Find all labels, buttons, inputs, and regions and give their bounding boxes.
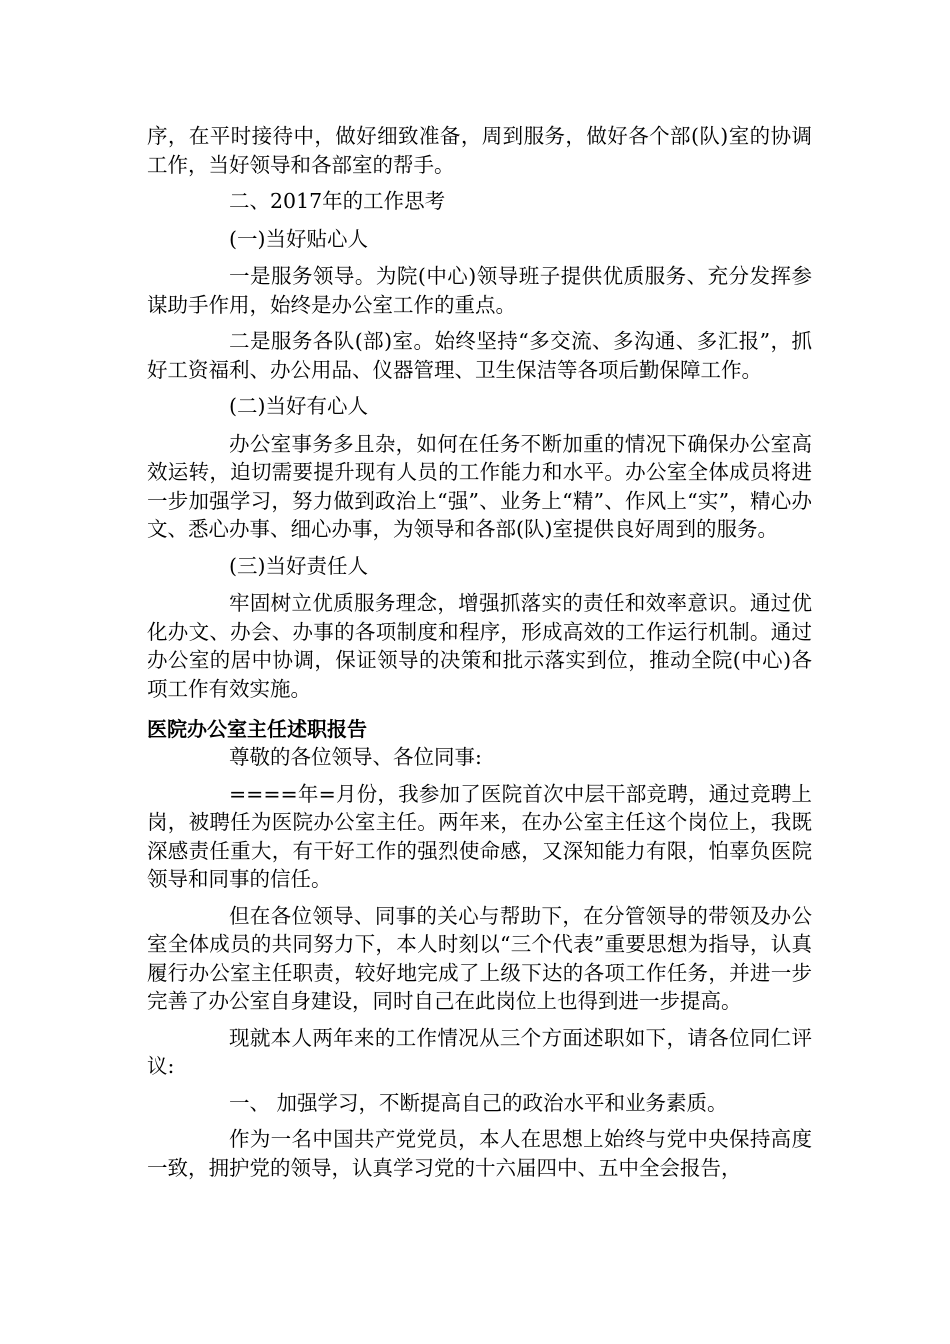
- document-body: [147, 122, 812, 1190]
- paragraph-continuation: 序，在平时接待中，做好细致准备，周到服务，做好各个部(队)室的协调工作，当好领导和各部室的帮手。: [147, 124, 812, 177]
- paragraph-support: 但在各位领导、同事的关心与帮助下，在分管领导的带领及办公室全体成员的共同努力下，本人时刻以“三个代表”重要思想为指导，认真履行办公室主任职责，较好地完成了上级下达的各项工作任务，并进一步完善了办公室自身建设，同时自己在此岗位上也得到进一步提高。: [147, 903, 812, 1013]
- subheading-attentive-person: (二)当好有心人: [229, 394, 368, 418]
- paragraph-party-member: 作为一名中国共产党党员，本人在思想上始终与党中央保持高度一致，拥护党的领导，认真学习党的十六届四中、五中全会报告，: [147, 1127, 812, 1180]
- salutation: 尊敬的各位领导、各位同事:: [229, 745, 482, 769]
- report-title: 医院办公室主任述职报告: [147, 717, 367, 741]
- paragraph-appointment: ====年=月份，我参加了医院首次中层干部竞聘，通过竞聘上岗，被聘任为医院办公室主任。两年来，在办公室主任这个岗位上，我既深感责任重大，有干好工作的强烈使命感，又深知能力有限，怕辜负医院领导和同事的信任。: [147, 781, 812, 891]
- paragraph-office-affairs: 办公室事务多且杂，如何在任务不断加重的情况下确保办公室高效运转，迫切需要提升现有人员的工作能力和水平。办公室全体成员将进一步加强学习，努力做到政治上“强”、业务上“精”、作风上“实”，精心办文、悉心办事、细心办事，为领导和各部(队)室提供良好周到的服务。: [147, 431, 812, 541]
- section-heading-study: 一、 加强学习，不断提高自己的政治水平和业务素质。: [229, 1090, 728, 1115]
- paragraph-review-intro: 现就本人两年来的工作情况从三个方面述职如下，请各位同仁评议:: [147, 1025, 812, 1078]
- paragraph-service-concept: 牢固树立优质服务理念，增强抓落实的责任和效率意识。通过优化办文、办会、办事的各项制度和程序，形成高效的工作运行机制。通过办公室的居中协调，保证领导的决策和批示落实到位，推动全院(中心)各项工作有效实施。: [147, 591, 812, 701]
- paragraph-serve-departments: 二是服务各队(部)室。始终坚持“多交流、多沟通、多汇报”，抓好工资福利、办公用品、仪器管理、卫生保洁等各项后勤保障工作。: [147, 329, 812, 382]
- subheading-caring-person: (一)当好贴心人: [229, 226, 368, 251]
- section-heading-2017-thinking: 二、2017年的工作思考: [229, 189, 446, 213]
- subheading-responsible-person: (三)当好责任人: [229, 553, 368, 578]
- paragraph-serve-leaders: 一是服务领导。为院(中心)领导班子提供优质服务、充分发挥参谋助手作用，始终是办公室工作的重点。: [147, 264, 812, 317]
